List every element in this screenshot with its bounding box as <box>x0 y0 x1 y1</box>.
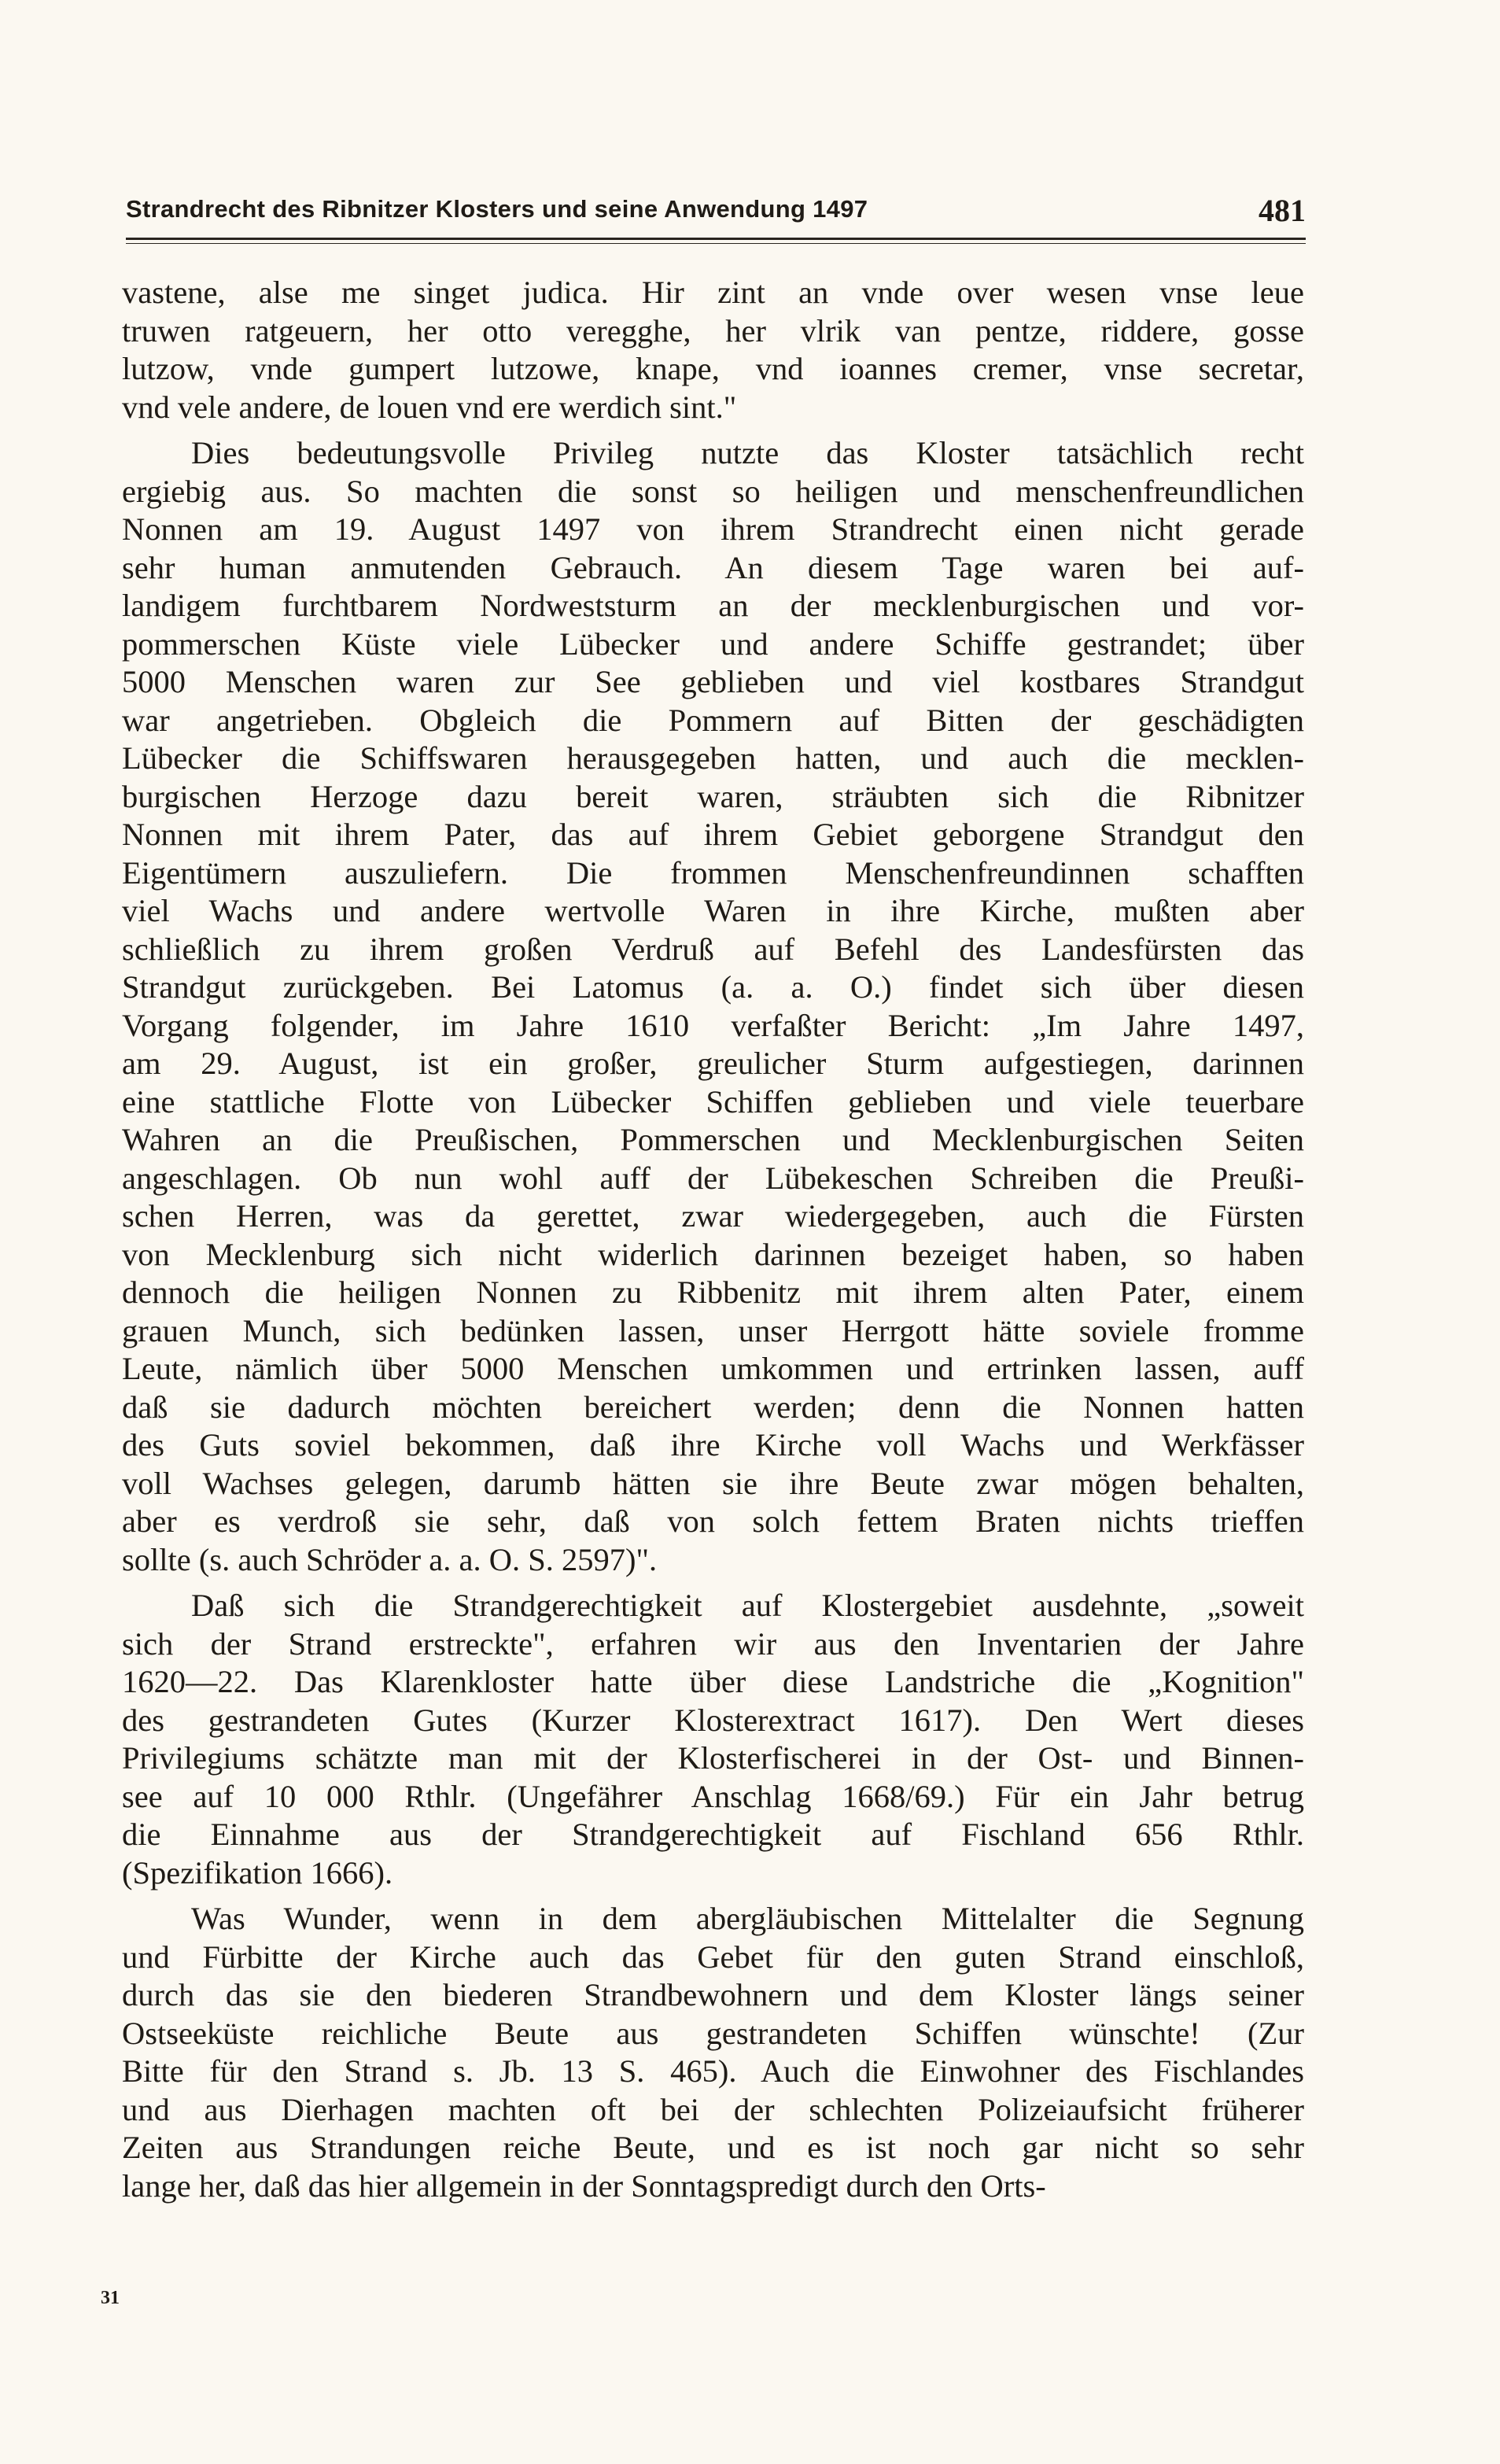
text-line: Privilegiums schätzte man mit der Klosterfischerei in der Ost- und Binnen- <box>122 1740 1304 1776</box>
text-line: Daß sich die Strandgerechtigkeit auf Klostergebiet ausdehnte, „soweit <box>191 1588 1304 1623</box>
text-line: Nonnen am 19. August 1497 von ihrem Strandrecht einen nicht gerade <box>122 511 1304 547</box>
text-line: grauen Munch, sich bedünken lassen, unser Herrgott hätte soviele fromme <box>122 1312 1304 1348</box>
text-line: Lübecker die Schiffswaren herausgegeben hatten, und auch die mecklen- <box>122 740 1304 776</box>
text-line: Ostseeküste reichliche Beute aus gestrandeten Schiffen wünschte! (Zur <box>122 2015 1304 2051</box>
text-line: angeschlagen. Ob nun wohl auff der Lübekeschen Schreiben die Preußi- <box>122 1160 1304 1196</box>
paragraph <box>122 1587 1304 1892</box>
text-line: aber es verdroß sie sehr, daß von solch fettem Braten nichts trieffen <box>122 1503 1304 1539</box>
text-line: Bitte für den Strand s. Jb. 13 S. 465). Auch die Einwohner des Fischlandes <box>122 2053 1304 2089</box>
page-number: 481 <box>1259 193 1306 228</box>
text-line: viel Wachs und andere wertvolle Waren in ihre Kirche, mußten aber <box>122 893 1304 928</box>
text-line: (Spezifikation 1666). <box>122 1854 393 1890</box>
text-line: Nonnen mit ihrem Pater, das auf ihrem Gebiet geborgene Strandgut den <box>122 817 1304 852</box>
paragraph-gap <box>122 1579 1304 1587</box>
paragraph <box>122 434 1304 1579</box>
text-line: Leute, nämlich über 5000 Menschen umkommen und ertrinken lassen, auff <box>122 1351 1304 1386</box>
text-line: des Guts soviel bekommen, daß ihre Kirche voll Wachs und Werkfässer <box>122 1427 1304 1463</box>
text-line: lutzow, vnde gumpert lutzowe, knape, vnd ioannes cremer, vnse secretar, <box>122 351 1304 386</box>
text-line: 5000 Menschen waren zur See geblieben und viel kostbares Strandgut <box>122 664 1304 699</box>
text-line: truwen ratgeuern, her otto veregghe, her vlrik van pentze, riddere, gosse <box>122 312 1304 349</box>
text-line: ergiebig aus. So machten die sonst so heiligen und menschenfreundlichen <box>122 473 1304 509</box>
text-line: und Fürbitte der Kirche auch das Gebet für den guten Strand einschloß, <box>122 1938 1304 1975</box>
text-line: lange her, daß das hier allgemein in der Sonntagspredigt durch den Orts- <box>122 2167 1046 2204</box>
text-line: pommerschen Küste viele Lübecker und andere Schiffe gestrandet; über <box>122 625 1304 662</box>
text-line: burgischen Herzoge dazu bereit waren, sträubten sich die Ribnitzer <box>122 778 1304 814</box>
text-line: Wahren an die Preußischen, Pommerschen und Mecklenburgischen Seiten <box>122 1122 1304 1157</box>
text-line: am 29. August, ist ein großer, greulicher Sturm aufgestiegen, darinnen <box>122 1046 1304 1081</box>
paragraph <box>122 1900 1304 2205</box>
text-line: des gestrandeten Gutes (Kurzer Klosterextract 1617). Den Wert dieses <box>122 1702 1304 1738</box>
text-line: Strandgut zurückgeben. Bei Latomus (a. a. O.) findet sich über diesen <box>122 969 1304 1005</box>
text-line: und aus Dierhagen machten oft bei der schlechten Polizeiaufsicht früherer <box>122 2091 1304 2127</box>
paragraph <box>122 274 1304 426</box>
body-text <box>122 274 1304 2205</box>
text-line: Eigentümern auszuliefern. Die frommen Menschenfreundinnen schafften <box>122 854 1304 891</box>
text-line: Dies bedeutungsvolle Privileg nutzte das Kloster tatsächlich recht <box>191 435 1304 470</box>
text-line: durch das sie den biederen Strandbewohnern und dem Kloster längs seiner <box>122 1977 1304 2012</box>
text-line: landigem furchtbarem Nordweststurm an der mecklenburgischen und vor- <box>122 588 1304 623</box>
text-line: sehr human anmutenden Gebrauch. An diesem Tage waren bei auf- <box>122 549 1304 585</box>
header-rule-thin <box>126 243 1306 244</box>
text-line: eine stattliche Flotte von Lübecker Schiffen geblieben und viele teuerbare <box>122 1083 1304 1119</box>
text-line: 1620—22. Das Klarenkloster hatte über diese Landstriche die „Kognition" <box>122 1664 1304 1699</box>
printer-signature-mark: 31 <box>101 2288 120 2308</box>
header-rule <box>126 238 1306 240</box>
text-line: dennoch die heiligen Nonnen zu Ribbenitz mit ihrem alten Pater, einem <box>122 1274 1304 1310</box>
text-line: war angetrieben. Obgleich die Pommern auf Bitten der geschädigten <box>122 702 1304 738</box>
text-line: vastene, alse me singet judica. Hir zint an vnde over wesen vnse leue <box>122 275 1304 310</box>
text-line: von Mecklenburg sich nicht widerlich darinnen bezeiget haben, so haben <box>122 1236 1304 1272</box>
text-line: schen Herren, was da gerettet, zwar wiedergegeben, auch die Fürsten <box>122 1198 1304 1234</box>
running-head-title: Strandrecht des Ribnitzer Klosters und seine Anwendung 1497 <box>126 195 868 223</box>
text-line: Zeiten aus Strandungen reiche Beute, und es ist noch gar nicht so sehr <box>122 2130 1304 2165</box>
paragraph-gap <box>122 426 1304 434</box>
text-line: see auf 10 000 Rthlr. (Ungefährer Anschlag 1668/69.) Für ein Jahr betrug <box>122 1778 1304 1814</box>
text-line: Vorgang folgender, im Jahre 1610 verfaßter Bericht: „Im Jahre 1497, <box>122 1007 1304 1043</box>
text-line: die Einnahme aus der Strandgerechtigkeit auf Fischland 656 Rthlr. <box>122 1817 1304 1852</box>
text-line: schließlich zu ihrem großen Verdruß auf Befehl des Landesfürsten das <box>122 931 1304 967</box>
text-line: sich der Strand erstreckte", erfahren wir aus den Inventarien der Jahre <box>122 1625 1304 1662</box>
text-line: voll Wachses gelegen, darumb hätten sie ihre Beute zwar mögen behalten, <box>122 1465 1304 1501</box>
text-line: vnd vele andere, de louen vnd ere werdich sint." <box>122 389 737 425</box>
running-head <box>126 192 1306 239</box>
paragraph-gap <box>122 1892 1304 1900</box>
text-line: sollte (s. auch Schröder a. a. O. S. 2597)". <box>122 1541 658 1577</box>
text-line: daß sie dadurch möchten bereichert werden; denn die Nonnen hatten <box>122 1389 1304 1425</box>
text-line: Was Wunder, wenn in dem abergläubischen Mittelalter die Segnung <box>191 1901 1304 1936</box>
